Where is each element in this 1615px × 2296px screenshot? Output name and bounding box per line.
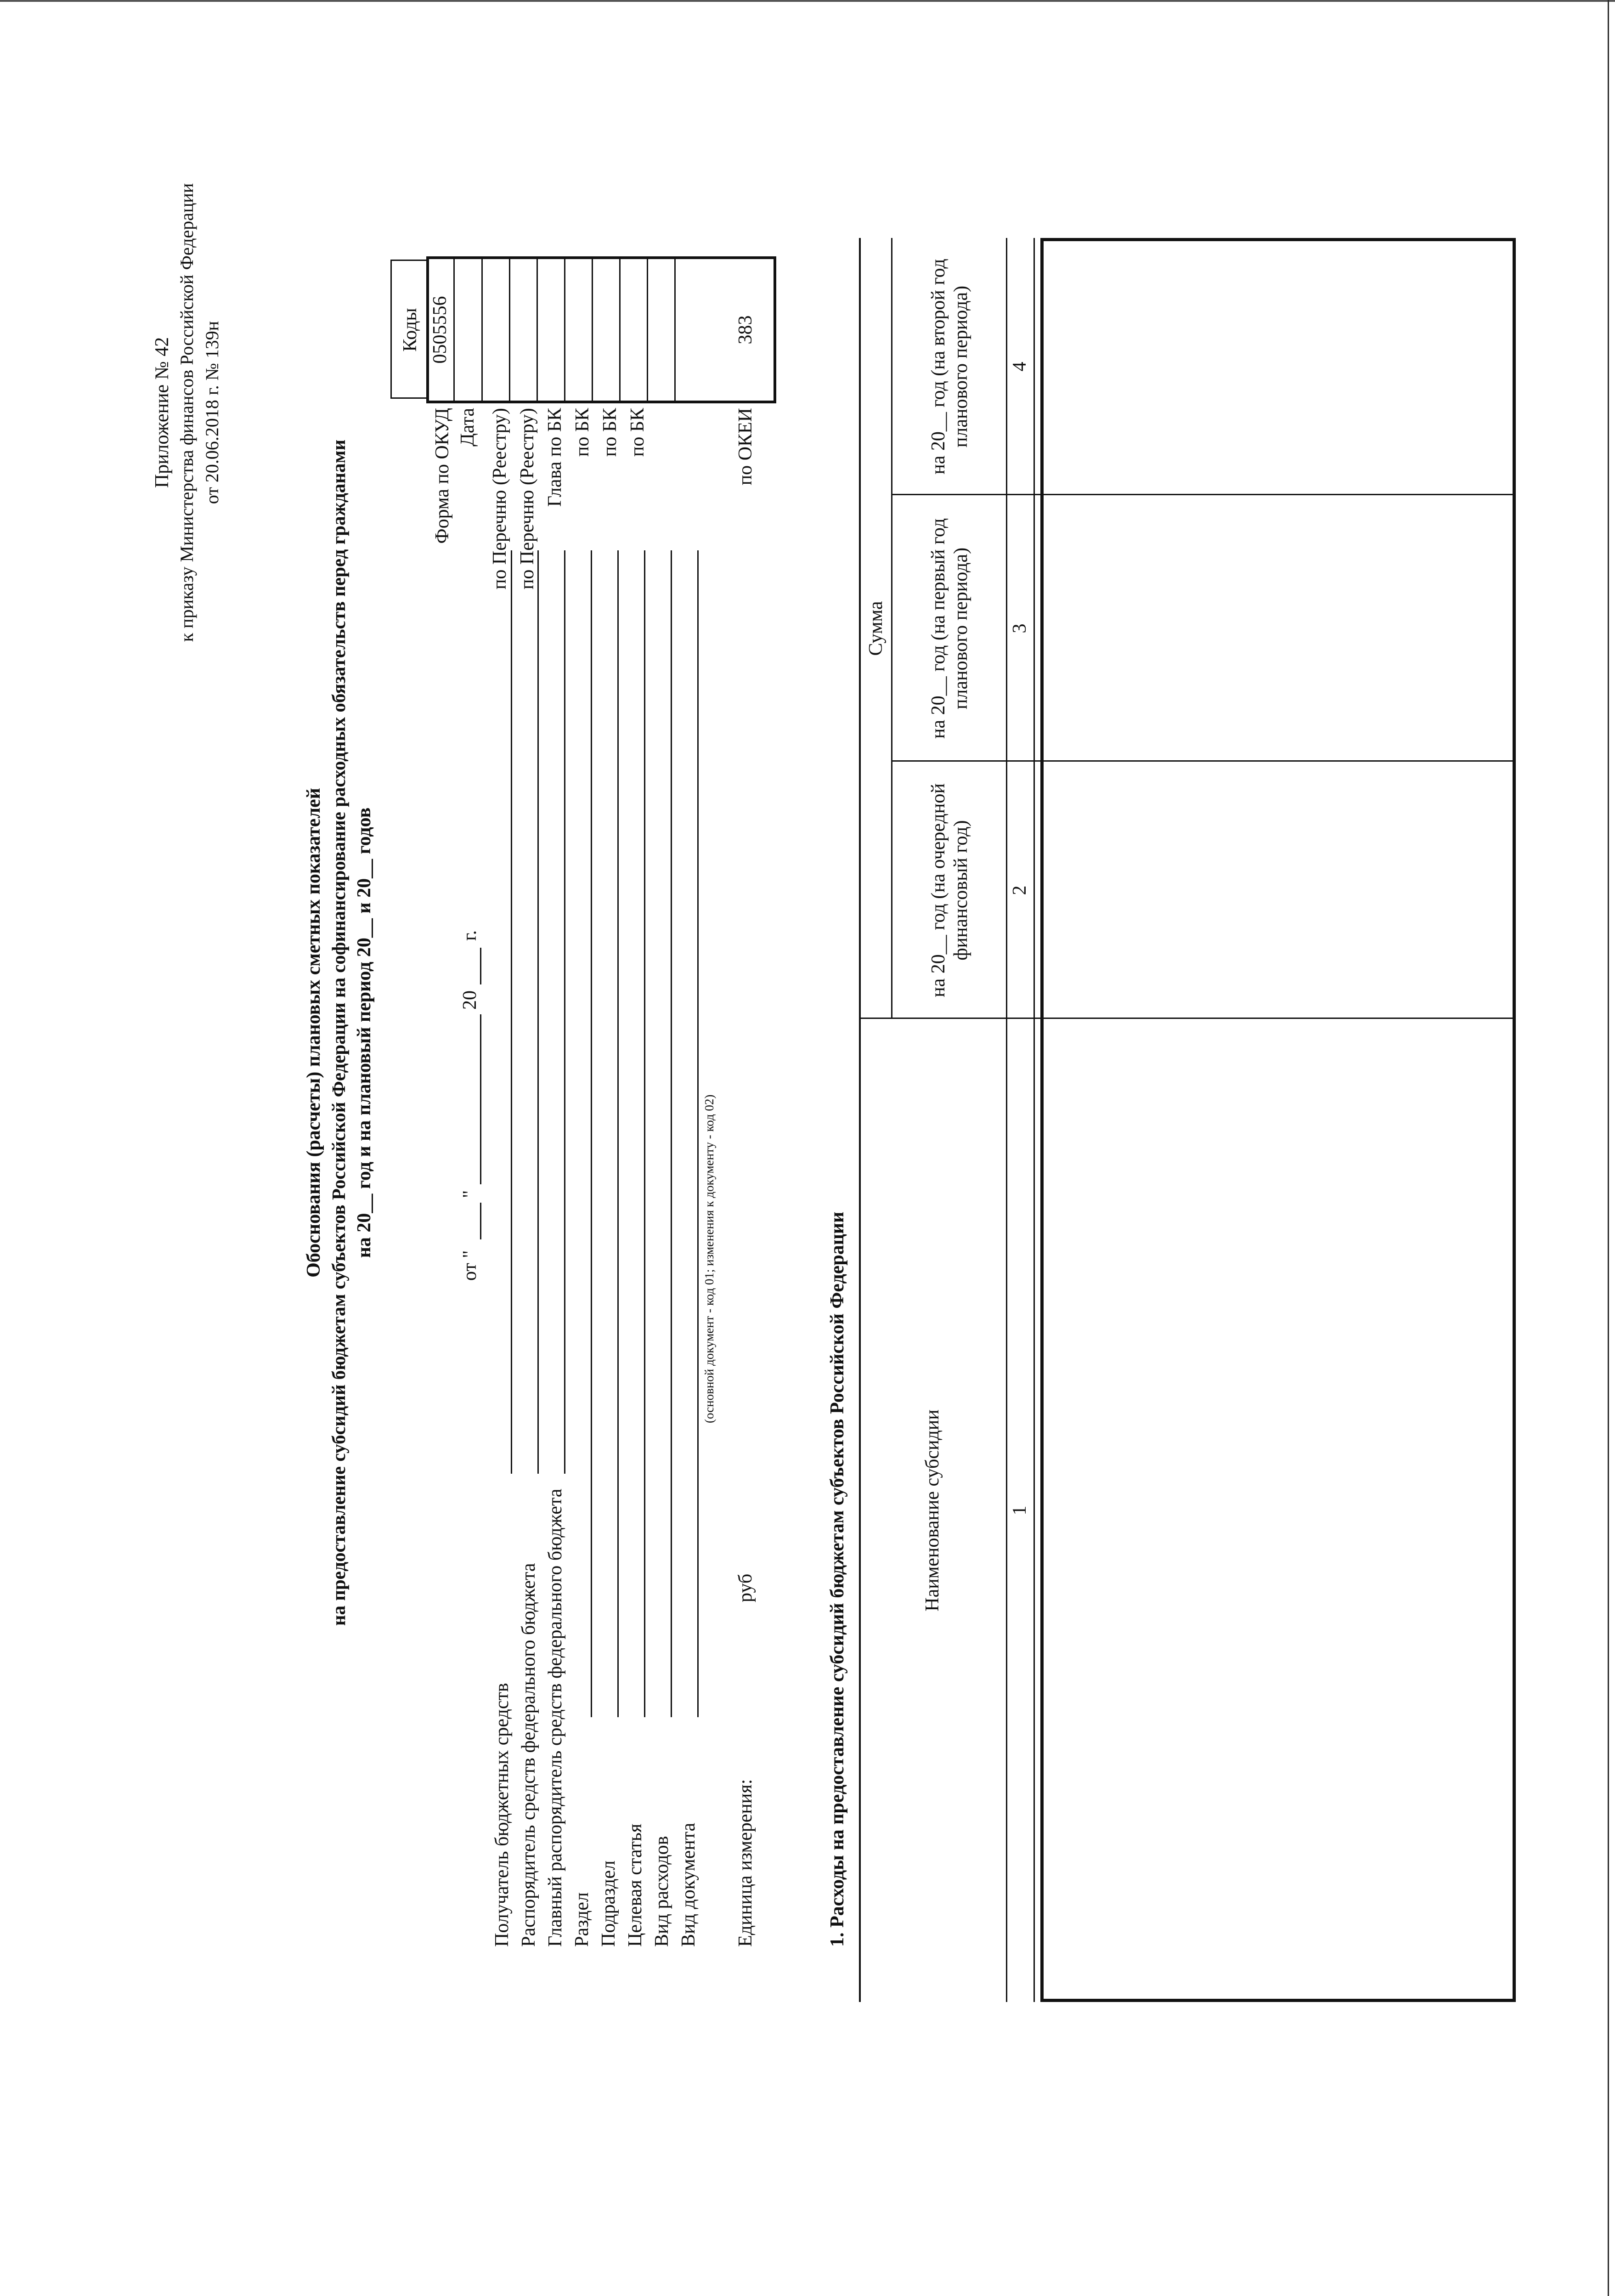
codes-row-line-4 xyxy=(536,259,538,401)
codes-header-left-border xyxy=(390,397,427,399)
codes-row-line-5 xyxy=(564,259,565,401)
table-data-row xyxy=(1040,238,1516,2002)
recipient-fill-line xyxy=(511,550,512,1474)
date-month-blank xyxy=(480,1014,481,1184)
field-section-label: Раздел xyxy=(571,1892,593,1947)
codes-header: Коды xyxy=(400,308,421,352)
col-name-header: Наименование субсидии xyxy=(921,1409,943,1612)
form-title-line2: на предоставление субсидий бюджетам субъектов Российской Федерации на софинансирование расходных обязательств перед гражданами xyxy=(328,439,349,1626)
form-title-line1: Обоснования (расчеты) плановых сметных показателей xyxy=(303,788,324,1278)
codes-box xyxy=(426,256,776,403)
appendix-order: к приказу Министерства финансов Российской Федерации xyxy=(176,183,197,642)
numbers-bottom-line xyxy=(1033,238,1035,2002)
sum-header-divider xyxy=(891,238,892,1019)
appendix-date: от 20.06.2018 г. № 139н xyxy=(202,321,222,504)
list2-label: по Перечню (Реестру) xyxy=(517,408,538,590)
expense-type-fill-line xyxy=(671,550,672,1717)
doc-type-fill-line xyxy=(697,550,699,1717)
col-number-2: 2 xyxy=(1009,885,1030,895)
field-recipient-label: Получатель бюджетных средств xyxy=(491,1683,513,1947)
field-target-label: Целевая статья xyxy=(625,1823,646,1947)
date-year-prefix: 20 xyxy=(459,990,480,1010)
col-number-4: 4 xyxy=(1009,362,1030,372)
codes-header-right-border xyxy=(390,260,427,261)
okud-code-value: 0505556 xyxy=(429,296,451,364)
field-doc-type-label: Вид документа xyxy=(678,1822,699,1947)
codes-row-line-6 xyxy=(592,259,593,401)
section1-heading: 1. Расходы на предоставление субсидий бюджетам субъектов Российской Федерации xyxy=(827,1211,848,1947)
bk3-label: по БК xyxy=(627,408,648,457)
field-chief-manager-label: Главный распорядитель средств федерального бюджета xyxy=(545,1488,566,1947)
col-number-3: 3 xyxy=(1009,623,1030,633)
unit-value: руб xyxy=(735,1573,756,1602)
col4-header: на 20__ год (на второй год планового периода) xyxy=(928,259,971,475)
bk1-label: по БК xyxy=(572,408,593,457)
form-title-line3: на 20__ год и на плановый период 20__ и 20__ годов xyxy=(354,807,375,1258)
appendix-number: Приложение № 42 xyxy=(152,337,173,488)
glava-label: Глава по БК xyxy=(544,408,565,507)
date-prefix: от " xyxy=(459,1250,480,1281)
date-day-blank xyxy=(480,1203,481,1239)
date-year-blank xyxy=(480,948,481,984)
unit-label: Единица измерения: xyxy=(735,1779,756,1947)
date-code-label: Дата xyxy=(457,408,478,447)
codes-row-line-7 xyxy=(619,259,621,401)
codes-row-line-8 xyxy=(647,259,648,401)
col3-header: на 20__ год (на первый год планового периода) xyxy=(928,518,971,739)
table-top-border xyxy=(859,238,861,2002)
col-sum-header: Сумма xyxy=(865,601,887,656)
codes-header-top-border xyxy=(390,261,392,399)
field-doc-note: (основной документ - код 01; изменения к документу - код 02) xyxy=(702,1094,716,1423)
okei-label: по ОКЕИ xyxy=(735,408,756,486)
codes-row-line-2 xyxy=(481,259,483,401)
list1-label: по Перечню (Реестру) xyxy=(489,408,510,590)
field-subsection-label: Подраздел xyxy=(598,1861,619,1947)
bk2-label: по БК xyxy=(599,408,621,457)
field-expense-type-label: Вид расходов xyxy=(651,1836,672,1947)
date-quote: " xyxy=(459,1190,480,1198)
col-number-1: 1 xyxy=(1009,1505,1030,1516)
okud-label: Форма по ОКУД xyxy=(432,408,453,544)
field-manager-label: Распорядитель средств федерального бюджета xyxy=(518,1563,539,1947)
codes-row-line-1 xyxy=(453,259,455,401)
date-suffix: г. xyxy=(459,930,480,941)
okei-code-value: 383 xyxy=(735,315,756,345)
codes-row-line-3 xyxy=(509,259,510,401)
codes-row-line-9 xyxy=(674,259,676,401)
col2-header: на 20__ год (на очередной финансовый год) xyxy=(928,783,971,997)
